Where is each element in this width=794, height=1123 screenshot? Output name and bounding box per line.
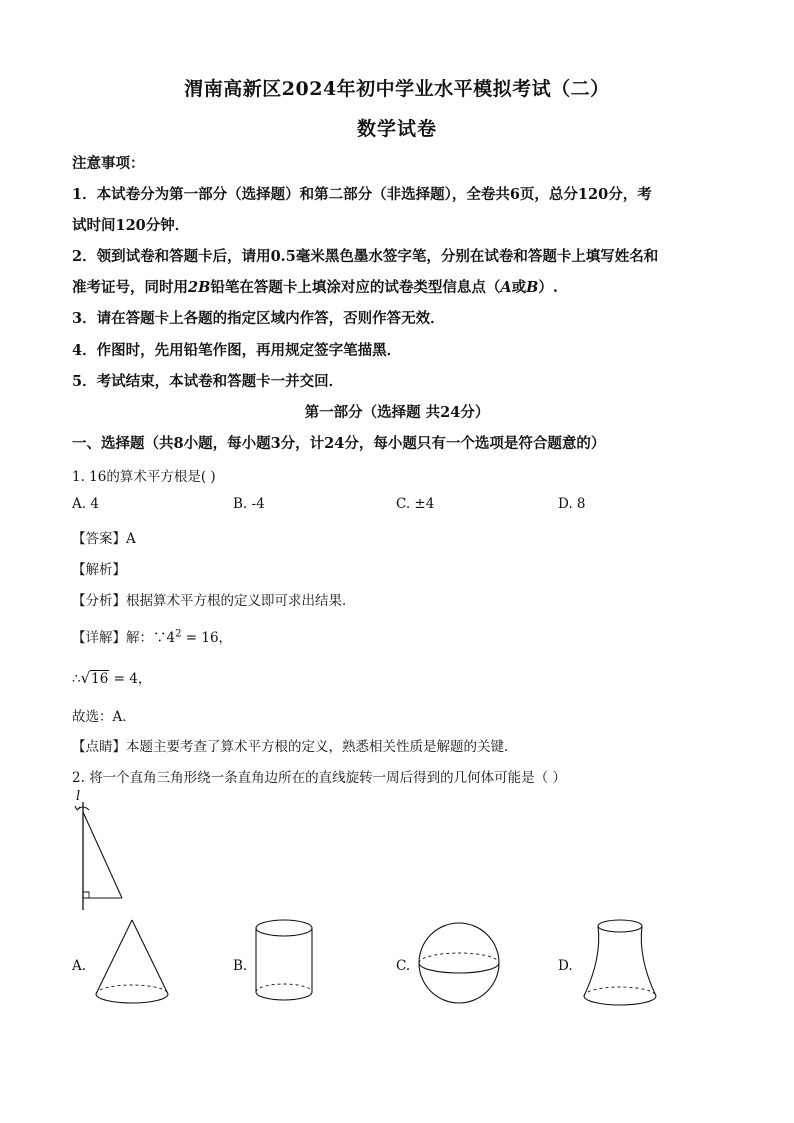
q1-fenxi: 【分析】根据算术平方根的定义即可求出结果． [72, 593, 356, 609]
notice-heading: 注意事项： [72, 155, 145, 172]
q2-option-a[interactable]: A. [72, 958, 87, 974]
cylinder-icon [254, 918, 334, 1013]
q1-option-b[interactable]: B. -4 [233, 496, 265, 512]
waisted-solid-icon [580, 918, 670, 1013]
notice-item-2a: 2．领到试卷和答题卡后，请用0.5毫米黑色墨水签字笔，分别在试卷和答题卡上填写姓名和 [72, 248, 659, 265]
q1-comment: 【点睛】本题主要考查了算术平方根的定义，熟悉相关性质是解题的关键． [72, 739, 518, 755]
q1-detail-base: 4 [166, 630, 176, 646]
q1-answer: 【答案】A [72, 531, 136, 547]
q1-stem: 1. 16的算术平方根是( ) [72, 469, 216, 485]
q1-detail-prefix: 【详解】解：∵ [72, 630, 167, 646]
sqrt-radical-icon: √ [80, 669, 91, 687]
q1-option-c[interactable]: C. ±4 [396, 496, 435, 512]
notice-item-3: 3．请在答题卡上各题的指定区域内作答，否则作答无效． [72, 310, 445, 327]
notice-or: 或 [511, 279, 527, 296]
q2-option-b[interactable]: B. [233, 958, 248, 974]
type-b: B [526, 279, 539, 296]
sqrt-expression [81, 669, 110, 687]
q2-option-d[interactable]: D. [558, 958, 573, 974]
section-heading: 一、选择题（共8小题，每小题3分，计24分，每小题只有一个选项是符合题意的） [72, 435, 606, 452]
q1-choice: 故选：A． [72, 709, 136, 725]
pencil-type: 2B [188, 279, 211, 296]
axis-label: l [76, 789, 81, 804]
part1-heading: 第一部分（选择题 共24分） [304, 404, 490, 421]
cone-icon [92, 918, 182, 1013]
q1-analysis-tag: 【解析】 [72, 562, 126, 578]
notice-item-5: 5．考试结束，本试卷和答题卡一并交回． [72, 373, 344, 390]
notice-item-1a: 1．本试卷分为第一部分（选择题）和第二部分（非选择题），全卷共6页，总分120分，考 [72, 186, 652, 203]
page-subtitle: 数学试卷 [356, 118, 437, 140]
notice-item-2b-text: 准考证号，同时用 [72, 279, 188, 296]
sphere-icon [418, 920, 508, 1015]
sqrt-eq: = 4， [109, 671, 152, 687]
q2-option-c[interactable]: C. [396, 958, 411, 974]
therefore-symbol: ∴ [72, 671, 81, 687]
q1-detail-eq: = 16， [181, 630, 233, 646]
notice-item-1b: 试时间120分钟． [72, 217, 190, 234]
type-a: A [500, 279, 512, 296]
sqrt-argument: 16 [91, 671, 109, 687]
notice-item-2b-end: ）. [538, 279, 558, 296]
notice-item-2b [72, 276, 558, 297]
notice-item-4: 4．作图时，先用铅笔作图，再用规定签字笔描黑． [72, 342, 402, 359]
q1-detail-exp: 2 [175, 628, 182, 640]
triangle-figure [66, 798, 126, 918]
q1-therefore [72, 667, 151, 687]
q1-option-a[interactable]: A. 4 [72, 496, 99, 512]
notice-item-2b-text2: 铅笔在答题卡上填涂对应的试卷类型信息点（ [210, 279, 501, 296]
q1-detail [72, 626, 232, 646]
q2-stem: 2. 将一个直角三角形绕一条直角边所在的直线旋转一周后得到的几何体可能是（ ） [72, 770, 566, 786]
q1-option-d[interactable]: D. 8 [558, 496, 586, 512]
page-title: 渭南高新区2024年初中学业水平模拟考试（二） [184, 78, 610, 100]
